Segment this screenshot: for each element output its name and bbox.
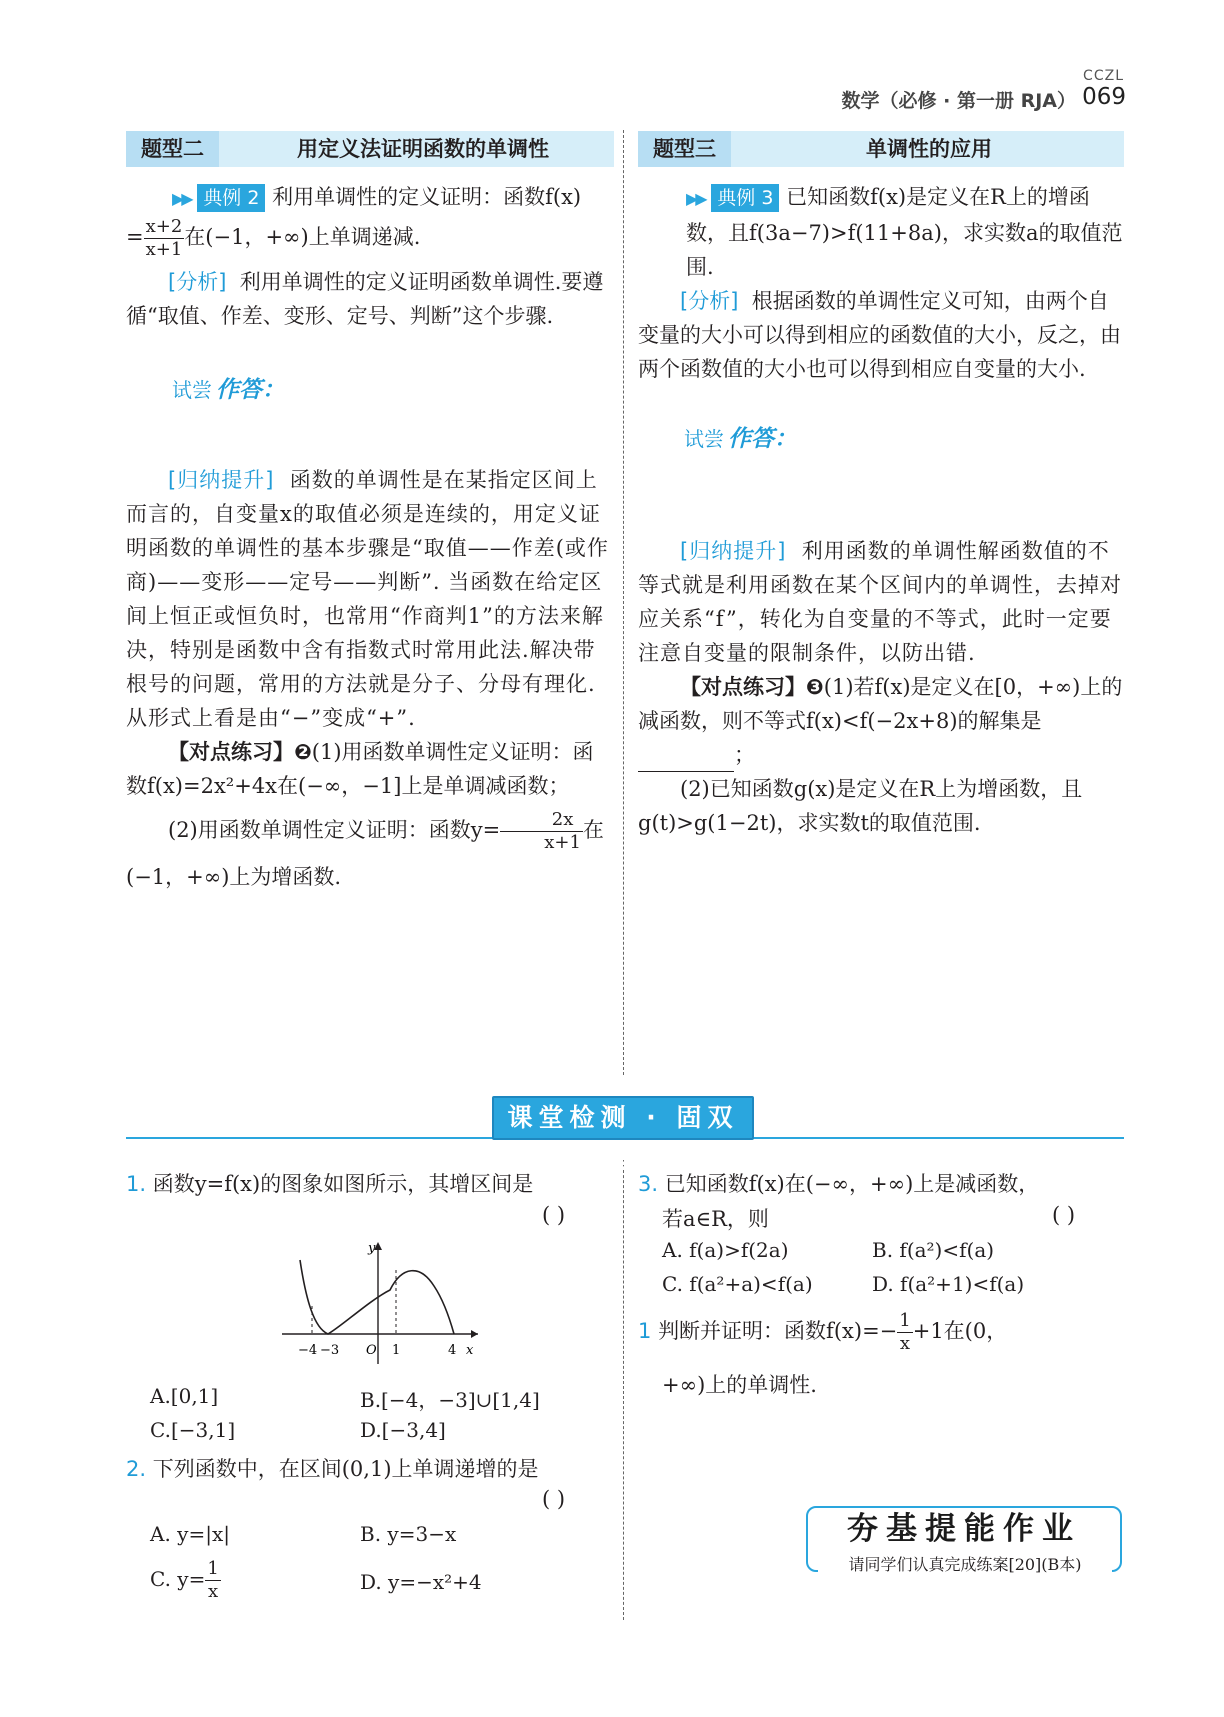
try-answer <box>684 396 1124 456</box>
answer-label: 作答： <box>216 377 285 403</box>
summary: [归纳提升] 利用函数的单调性解函数值的不等式就是利用函数在某个区间内的单调性，去掉对应关系“f”，转化为自变量的不等式，此时一定要注意自变量的限制条件，以防出错. <box>638 539 1122 665</box>
example-badge: 典例 3 <box>711 184 779 212</box>
left-column <box>126 180 614 894</box>
option-c[interactable]: C. f(a²+a)<f(a) <box>662 1272 813 1296</box>
tick-label: −3 <box>320 1343 340 1358</box>
double-arrow-icon: ▶▶ <box>172 189 191 208</box>
example-line-2: = $\frac{x+2}{x+1}$ 在(−1，+∞)上单调递减. <box>126 216 421 260</box>
homework-subtitle: 请同学们认真完成练案[20](B本) <box>818 1552 1112 1575</box>
question-4: 1 判断并证明：函数f(x)=− $\frac{1}{x}$ +1在(0， <box>638 1310 1008 1354</box>
example-text: 利用单调性的定义证明：函数f(x) <box>272 185 582 209</box>
option-b[interactable]: B. y=3−x <box>360 1522 457 1546</box>
tick-label: 4 <box>448 1343 457 1358</box>
function-graph <box>282 1240 482 1366</box>
try-answer <box>172 347 614 407</box>
example-text: 已知函数f(x)是定义在R上的增函数，且f(3a−7)>f(11+8a)，求实数a的取值范围. <box>686 185 1123 279</box>
option-c[interactable]: C. y= $\frac{1}{x}$ <box>150 1558 219 1602</box>
fraction: $\frac{x+2}{x+1}$ <box>145 216 183 260</box>
homework-title: 夯基提能作业 <box>847 1511 1081 1547</box>
y-axis-label: y <box>368 1241 376 1256</box>
example-line <box>638 180 1124 284</box>
section-tag: 题型二 <box>126 131 219 167</box>
tick-label: 1 <box>392 1343 401 1358</box>
summary: [归纳提升] 函数的单调性是在某指定区间上而言的，自变量x的取值必须是连续的，用定义证明函数的单调性的基本步骤是“取值——作差(或作商)——变形——定号——判断”. 当函数在给定区间上恒正或恒负时，也常用“作商判1”的方法来解决，特别是函数中含有指数式时常用此法.解决带根号的问题，常用的方法就是分子、分母有理化.从形式上看是由“−”变成“+”. <box>126 468 609 730</box>
section-header-right <box>638 131 1124 167</box>
section-title: 单调性的应用 <box>866 137 992 161</box>
example-line <box>126 180 614 216</box>
section-title: 用定义法证明函数的单调性 <box>297 137 549 161</box>
option-b[interactable]: B. f(a²)<f(a) <box>872 1238 995 1262</box>
practice-2-part1: 【对点练习】❷(1)用函数单调性定义证明：函数f(x)=2x²+4x在(−∞，−1]上是单调减函数； <box>126 740 594 798</box>
option-a[interactable]: A. y=|x| <box>150 1522 230 1546</box>
header-code: CCZL <box>1083 68 1124 84</box>
practice-2-part2: (2)用函数单调性定义证明：函数y= $\frac{2x}{x+1}$ 在 <box>168 809 604 853</box>
practice-2-part2-line2: (−1，+∞)上为增函数. <box>126 865 342 889</box>
answer-label: 作答： <box>728 426 797 452</box>
x-axis-arrow <box>471 1330 478 1338</box>
section-header-left <box>126 131 614 167</box>
book-title: 数学（必修 · 第一册 RJA） <box>841 90 1076 112</box>
origin-label: O <box>366 1343 377 1358</box>
tick-label: −4 <box>298 1343 318 1358</box>
column-divider <box>623 130 624 1075</box>
section-tag: 题型三 <box>638 131 731 167</box>
practice-3-part2: (2)已知函数g(x)是定义在R上为增函数，且g(t)>g(1−2t)，求实数t的取值范围. <box>638 777 1083 835</box>
answer-space <box>126 407 614 463</box>
question-2: 2. 下列函数中，在区间(0,1)上单调递增的是 <box>126 1457 539 1481</box>
question-1: 1. 函数y=f(x)的图象如图所示，其增区间是 <box>126 1172 534 1196</box>
example-badge: 典例 2 <box>197 184 265 212</box>
analysis: [分析] 根据函数的单调性定义可知，由两个自变量的大小可以得到相应的函数值的大小，反之，由两个函数值的大小也可以得到相应自变量的大小. <box>638 289 1121 381</box>
answer-space <box>638 456 1124 534</box>
answer-blank[interactable] <box>638 747 734 772</box>
option-d[interactable]: D.[−3,4] <box>360 1418 446 1442</box>
option-d[interactable]: D. y=−x²+4 <box>360 1570 482 1594</box>
option-d[interactable]: D. f(a²+1)<f(a) <box>872 1272 1025 1296</box>
quill-pen-icon: 试尝 <box>172 378 212 402</box>
option-c[interactable]: C.[−3,1] <box>150 1418 236 1442</box>
answer-paren[interactable]: ( ) <box>542 1487 566 1511</box>
option-b[interactable]: B.[−4，−3]∪[1,4] <box>360 1388 540 1412</box>
quill-pen-icon: 试尝 <box>684 427 724 451</box>
question-3: 3. 已知函数f(x)在(−∞，+∞)上是减函数， <box>638 1172 1040 1196</box>
question-4-line2: +∞)上的单调性. <box>662 1373 817 1397</box>
right-column <box>638 180 1124 840</box>
question-3-line2: 若a∈R，则 <box>662 1207 769 1231</box>
page-number: 069 <box>1082 84 1126 110</box>
option-a[interactable]: A.[0,1] <box>150 1384 219 1408</box>
analysis: [分析] 利用单调性的定义证明函数单调性.要遵循“取值、作差、变形、定号、判断”这个步骤. <box>126 270 604 328</box>
column-divider-lower <box>623 1160 624 1620</box>
function-curve <box>300 1260 454 1334</box>
answer-paren[interactable]: ( ) <box>542 1203 566 1227</box>
x-axis-label: x <box>466 1343 474 1358</box>
fraction: $\frac{2x}{x+1}$ <box>500 809 583 854</box>
double-arrow-icon: ▶▶ <box>686 189 705 208</box>
option-a[interactable]: A. f(a)>f(2a) <box>662 1238 789 1262</box>
practice-3-part1: 【对点练习】❸(1)若f(x)是定义在[0，+∞)上的减函数，则不等式f(x)<f(−2x+8)的解集是； <box>638 670 1124 772</box>
answer-paren[interactable]: ( ) <box>1052 1203 1076 1227</box>
section-banner: 课堂检测 · 固双基 <box>492 1096 754 1140</box>
